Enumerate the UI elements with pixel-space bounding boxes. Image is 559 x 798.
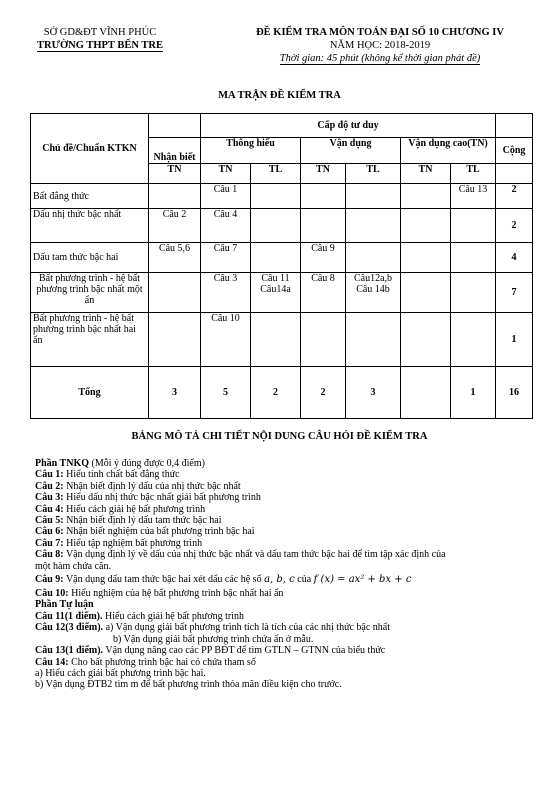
item-text: Nhận biết nghiệm của bất phương trình bậc hai	[63, 526, 255, 538]
item-text: a) Vận dụng giải bất phương trình tích là tích của các nhị thức bậc nhất	[103, 622, 391, 634]
matrix-cell	[149, 273, 201, 313]
part2-heading	[35, 599, 540, 610]
row-total: 4	[496, 243, 533, 273]
item-label: Câu 5:	[35, 515, 64, 527]
matrix-cell	[251, 313, 301, 367]
math-expression: f (x) = ax² + bx + c	[313, 574, 412, 586]
matrix-cell	[346, 209, 401, 243]
sub-header: TN	[149, 164, 201, 184]
sum-cell	[401, 367, 451, 419]
table-row	[31, 243, 533, 273]
school-year: NĂM HỌC: 2018-2019	[329, 40, 431, 51]
list-item	[35, 469, 540, 480]
level-van-dung-cao: Vận dụng cao(TN)	[401, 138, 496, 164]
part1-note: (Mỗi ý đúng được 0,4 điểm)	[89, 458, 205, 469]
sub-header: TN	[201, 164, 251, 184]
list-item	[35, 657, 540, 668]
list-item	[35, 492, 540, 503]
grand-total: 16	[496, 367, 533, 419]
matrix-cell	[346, 313, 401, 367]
topic-cell: Bất phương trình - hệ bất phương trình bậc nhất hai ẩn	[31, 313, 149, 367]
matrix-cell: Câu 4	[201, 209, 251, 243]
item-text: Hiểu cách giải hệ bất phương trình	[63, 503, 206, 515]
total-header: Cộng	[496, 138, 533, 164]
sub-header: TL	[251, 164, 301, 184]
level-nhan-biet: Nhận biết	[149, 138, 201, 164]
matrix-cell: Câu 10	[201, 313, 251, 367]
description-title: BẢNG MÔ TẢ CHI TIẾT NỘI DUNG CÂU HỎI ĐỀ KIỂM TRA	[131, 431, 428, 442]
sub-header: TL	[451, 164, 496, 184]
level-header: Cấp độ tư duy	[201, 114, 496, 138]
item-label: Câu 13(1 điểm).	[35, 645, 104, 657]
item-text: Vận dụng định lý về dấu của nhị thức bậc nhất và dấu tam thức bậc hai để tìm tập xác định của	[63, 549, 446, 561]
exam-duration	[215, 52, 545, 65]
sub-header: TN	[301, 164, 346, 184]
sum-cell: 5	[201, 367, 251, 419]
matrix-cell: Câu 2	[149, 209, 201, 243]
matrix-title: MA TRẬN ĐỀ KIỂM TRA	[218, 90, 341, 101]
list-item	[35, 611, 540, 622]
sum-cell: 2	[251, 367, 301, 419]
item-text: Hiểu nghiệm của hệ bất phương trình bậc nhất hai ẩn	[68, 588, 284, 600]
matrix-cell: Câu12a,b Câu 14b	[346, 273, 401, 313]
topic-cell: Dấu tam thức bậc hai	[31, 243, 149, 273]
table-row	[31, 273, 533, 313]
topic-cell: Dấu nhị thức bậc nhất	[31, 209, 149, 243]
item-text: Nhận biết định lý dấu tam thức bậc hai	[63, 515, 222, 527]
part2-title: Phần Tự luận	[35, 599, 94, 611]
list-item	[35, 588, 540, 599]
list-item-sub: b) Vận dụng ĐTB2 tìm m để bất phương trình thỏa mãn điều kiện cho trước.	[35, 679, 342, 691]
row-total: 7	[496, 273, 533, 313]
topic-cell: Bất phương trình - hệ bất phương trình bậc nhất một ẩn	[31, 273, 149, 313]
list-item	[35, 645, 540, 656]
row-total: 2	[496, 184, 533, 209]
matrix-cell	[451, 273, 496, 313]
table-row	[31, 184, 533, 209]
matrix-cell	[401, 243, 451, 273]
sum-label: Tổng	[31, 367, 149, 419]
item-text: Vận dụng nâng cao các PP BĐT để tìm GTLN – GTNN của biểu thức	[103, 645, 386, 657]
matrix-cell	[251, 209, 301, 243]
sub-header: TN	[401, 164, 451, 184]
matrix-cell	[149, 184, 201, 209]
list-item-sub: b) Vận dụng giải bất phương trình chứa ẩn ở mẫu.	[113, 633, 314, 645]
exam-duration-text: Thời gian: 45 phút (không kể thời gian phát đề)	[279, 53, 481, 64]
item-text: Vận dụng dấu tam thức bậc hai xét dấu các hệ số	[63, 574, 265, 586]
item-text: Hiểu tính chất bất đẳng thức	[63, 469, 180, 481]
item-text: của	[294, 574, 314, 586]
item-label: Câu 8:	[35, 549, 64, 561]
list-item	[35, 549, 540, 560]
part1-title: Phần TNKQ	[35, 458, 89, 469]
list-item	[35, 622, 540, 633]
item-text: Nhận biết định lý dấu của nhị thức bậc nhất	[63, 480, 241, 492]
item-label: Câu 12(3 điểm).	[35, 622, 104, 634]
sum-cell: 3	[346, 367, 401, 419]
matrix-cell	[451, 313, 496, 367]
item-text: Hiểu dấu nhị thức bậc nhất giải bất phương trình	[63, 492, 261, 504]
row-total: 1	[496, 313, 533, 367]
matrix-cell	[346, 184, 401, 209]
matrix-cell	[401, 184, 451, 209]
matrix-cell	[346, 243, 401, 273]
sum-cell: 3	[149, 367, 201, 419]
table-row-total	[31, 367, 533, 419]
matrix-cell: Câu 3	[201, 273, 251, 313]
matrix-cell	[301, 184, 346, 209]
matrix-cell	[149, 313, 201, 367]
item-label: Câu 11(1 điểm).	[35, 610, 103, 622]
matrix-cell	[301, 313, 346, 367]
sum-cell: 2	[301, 367, 346, 419]
matrix-cell: Câu 1	[201, 184, 251, 209]
item-label: Câu 3:	[35, 492, 64, 504]
matrix-cell	[451, 209, 496, 243]
level-van-dung: Vận dụng	[301, 138, 401, 164]
item-label: Câu 7:	[35, 537, 64, 549]
department-name: SỞ GD&ĐT VĨNH PHÚC	[43, 27, 157, 38]
list-item	[35, 572, 540, 588]
topic-cell: Bất đẳng thức	[31, 184, 149, 209]
matrix-cell	[251, 184, 301, 209]
sum-cell: 1	[451, 367, 496, 419]
item-label: Câu 9:	[35, 574, 64, 586]
list-item-sub: a) Hiểu cách giải bất phương trình bậc hai.	[35, 667, 206, 679]
table-row	[31, 313, 533, 367]
topic-header: Chủ đề/Chuẩn KTKN	[31, 114, 149, 184]
description-body	[35, 458, 540, 691]
matrix-cell: Câu 7	[201, 243, 251, 273]
exam-title: ĐỀ KIỂM TRA MÔN TOÁN ĐẠI SỐ 10 CHƯƠNG IV	[256, 27, 504, 38]
matrix-cell	[251, 243, 301, 273]
matrix-cell: Câu 9	[301, 243, 346, 273]
list-item	[35, 538, 540, 549]
matrix-cell	[301, 209, 346, 243]
sub-header: TL	[346, 164, 401, 184]
item-label: Câu 2:	[35, 480, 64, 492]
school-name	[30, 39, 170, 52]
list-item	[35, 504, 540, 515]
matrix-cell	[401, 313, 451, 367]
item-text: Hiểu tập nghiệm bất phương trình	[63, 537, 203, 549]
table-row	[31, 209, 533, 243]
matrix-cell	[401, 273, 451, 313]
item-label: Câu 14:	[35, 656, 69, 668]
part1-heading	[35, 458, 540, 469]
exam-matrix-table	[30, 113, 533, 419]
matrix-cell: Câu 5,6	[149, 243, 201, 273]
list-item-continuation: một hàm chứa căn.	[35, 560, 111, 572]
item-label: Câu 6:	[35, 526, 64, 538]
list-item	[35, 515, 540, 526]
row-total: 2	[496, 209, 533, 243]
matrix-cell	[451, 243, 496, 273]
item-label: Câu 1:	[35, 469, 64, 481]
matrix-cell	[401, 209, 451, 243]
item-text: Cho bất phương trình bậc hai có chứa tham số	[68, 656, 256, 668]
level-thong-hieu: Thông hiểu	[201, 138, 301, 164]
math-expression: a, b, c	[264, 574, 295, 586]
matrix-cell: Câu 13	[451, 184, 496, 209]
list-item	[35, 526, 540, 537]
matrix-cell: Câu 11 Câu14a	[251, 273, 301, 313]
matrix-cell: Câu 8	[301, 273, 346, 313]
item-label: Câu 4:	[35, 503, 64, 515]
school-name-text: TRƯỜNG THPT BẾN TRE	[37, 40, 163, 51]
item-label: Câu 10:	[35, 588, 69, 600]
list-item	[35, 481, 540, 492]
item-text: Hiểu cách giải hệ bất phương trình	[102, 610, 244, 622]
